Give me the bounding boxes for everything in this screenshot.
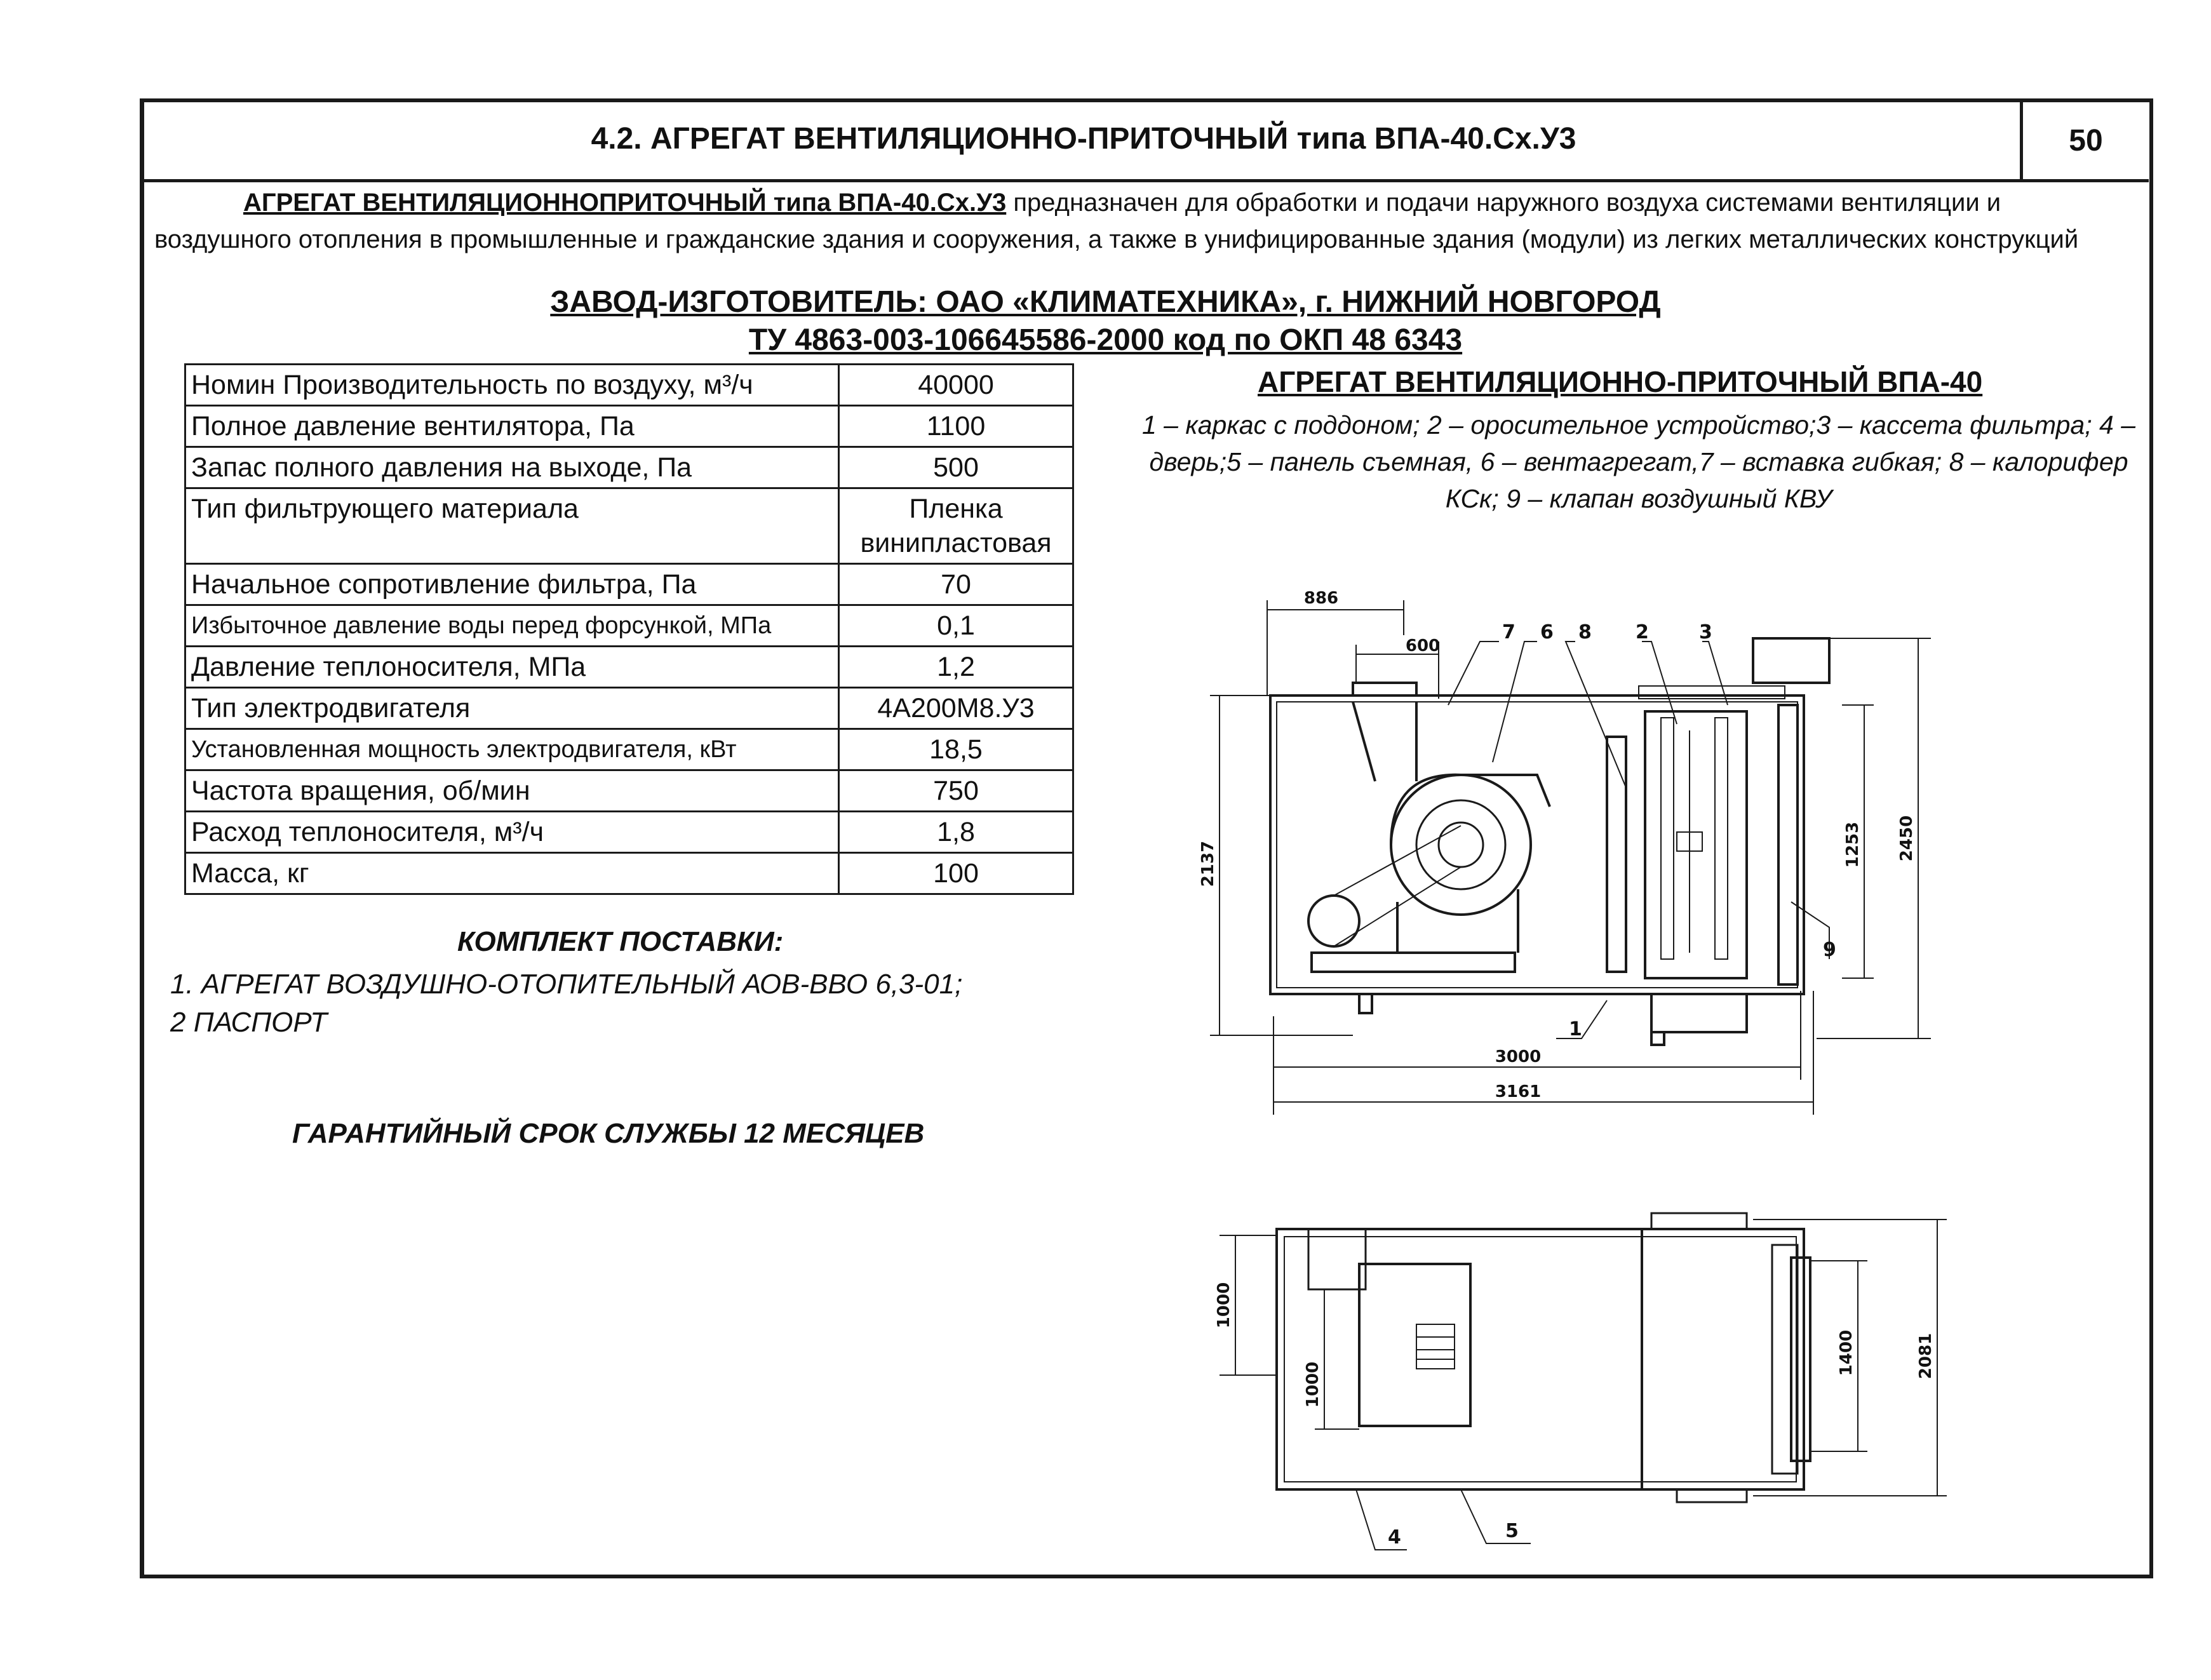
callout-6: 6 <box>1540 621 1554 643</box>
spec-value: Пленка винипластовая <box>839 488 1073 564</box>
dim-1000-inner: 1000 <box>1303 1361 1322 1408</box>
spec-value: 70 <box>839 564 1073 605</box>
spec-param: Масса, кг <box>185 853 839 894</box>
spec-param: Начальное сопротивление фильтра, Па <box>185 564 839 605</box>
spec-value: 1,2 <box>839 647 1073 688</box>
dim-2081: 2081 <box>1916 1333 1935 1380</box>
dim-886: 886 <box>1303 589 1339 608</box>
page-number: 50 <box>2020 102 2149 179</box>
top-box <box>1753 638 1829 683</box>
spec-param: Частота вращения, об/мин <box>185 770 839 812</box>
intro-text: предназначен для обработки и подачи наружного воздуха системами вентиляции и воздушного отопления в промышленные и гражданские здания и сооружения, а также в унифицированные здания (модули) из легких металлических конструкций <box>154 189 2079 253</box>
manufacturer-line: ЗАВОД-ИЗГОТОВИТЕЛЬ: ОАО «КЛИМАТЕХНИКА», г. НИЖНИЙ НОВГОРОД <box>550 285 1661 319</box>
dim-600: 600 <box>1405 636 1441 655</box>
dim-3161: 3161 <box>1495 1082 1542 1101</box>
spec-param: Расход теплоносителя, м³/ч <box>185 812 839 853</box>
spec-value: 1100 <box>839 406 1073 447</box>
callout-3: 3 <box>1699 621 1712 643</box>
spec-param: Полное давление вентилятора, Па <box>185 406 839 447</box>
motor <box>1308 896 1359 946</box>
intro-lead: АГРЕГАТ ВЕНТИЛЯЦИОННОПРИТОЧНЫЙ типа ВПА-40.Сх.У3 <box>243 189 1007 217</box>
callout-5: 5 <box>1505 1520 1519 1542</box>
fan-plan <box>1359 1264 1470 1426</box>
dim-1400: 1400 <box>1837 1329 1856 1376</box>
spec-value: 0,1 <box>839 605 1073 647</box>
callout-4: 4 <box>1388 1526 1401 1549</box>
warranty-text: ГАРАНТИЙНЫЙ СРОК СЛУЖБЫ 12 МЕСЯЦЕВ <box>292 1118 925 1149</box>
spec-param: Давление теплоносителя, МПа <box>185 647 839 688</box>
air-valve <box>1778 705 1798 984</box>
spec-value: 4А200М8.У3 <box>839 688 1073 729</box>
list-item: 2 ПАСПОРТ <box>170 1007 328 1038</box>
spec-value: 500 <box>839 447 1073 488</box>
heater <box>1607 737 1626 972</box>
spec-code-line: ТУ 4863-003-106645586-2000 код по ОКП 48 6343 <box>748 323 1463 357</box>
spec-param: Установленная мощность электродвигателя, кВт <box>185 729 839 770</box>
spec-value: 1,8 <box>839 812 1073 853</box>
list-item: 1. АГРЕГАТ ВОЗДУШНО-ОТОПИТЕЛЬНЫЙ АОВ-ВВО 6,3-01; <box>170 969 963 1000</box>
dim-1000-outer: 1000 <box>1214 1282 1233 1329</box>
page-title: 4.2. АГРЕГАТ ВЕНТИЛЯЦИОННО-ПРИТОЧНЫЙ типа ВПА-40.Сх.У3 <box>591 122 1576 156</box>
callout-1: 1 <box>1569 1018 1582 1040</box>
kit-title: КОМПЛЕКТ ПОСТАВКИ: <box>457 926 784 957</box>
drawing-title: АГРЕГАТ ВЕНТИЛЯЦИОННО-ПРИТОЧНЫЙ ВПА-40 <box>1258 365 1983 398</box>
spec-param: Избыточное давление воды перед форсункой, МПа <box>185 605 839 647</box>
drawing-legend: 1 – каркас с поддоном; 2 – оросительное устройство;3 – кассета фильтра; 4 – дверь;5 – панель съемная, 6 – вентагрегат,7 – вставка гибкая; 8 – калорифер КСк; 9 – клапан воздушный КВУ <box>1141 410 2135 513</box>
dim-2450: 2450 <box>1897 815 1916 862</box>
spec-value: 18,5 <box>839 729 1073 770</box>
unit-casing-side <box>1270 696 1804 994</box>
fan-housing <box>1391 775 1531 915</box>
spec-param: Тип электродвигателя <box>185 688 839 729</box>
spec-param: Тип фильтрующего материала <box>185 488 839 564</box>
callout-7: 7 <box>1502 621 1515 643</box>
callout-2: 2 <box>1636 621 1649 643</box>
callout-9: 9 <box>1823 939 1836 961</box>
unit-casing-plan <box>1277 1229 1804 1489</box>
dim-2137: 2137 <box>1199 840 1218 887</box>
spec-param: Запас полного давления на выходе, Па <box>185 447 839 488</box>
callout-8: 8 <box>1578 621 1592 643</box>
dim-3000: 3000 <box>1495 1047 1542 1066</box>
dim-1253: 1253 <box>1843 821 1862 868</box>
spec-value: 100 <box>839 853 1073 894</box>
spec-value: 750 <box>839 770 1073 812</box>
spec-param: Номин Производительность по воздуху, м³/ч <box>185 365 839 406</box>
spec-value: 40000 <box>839 365 1073 406</box>
